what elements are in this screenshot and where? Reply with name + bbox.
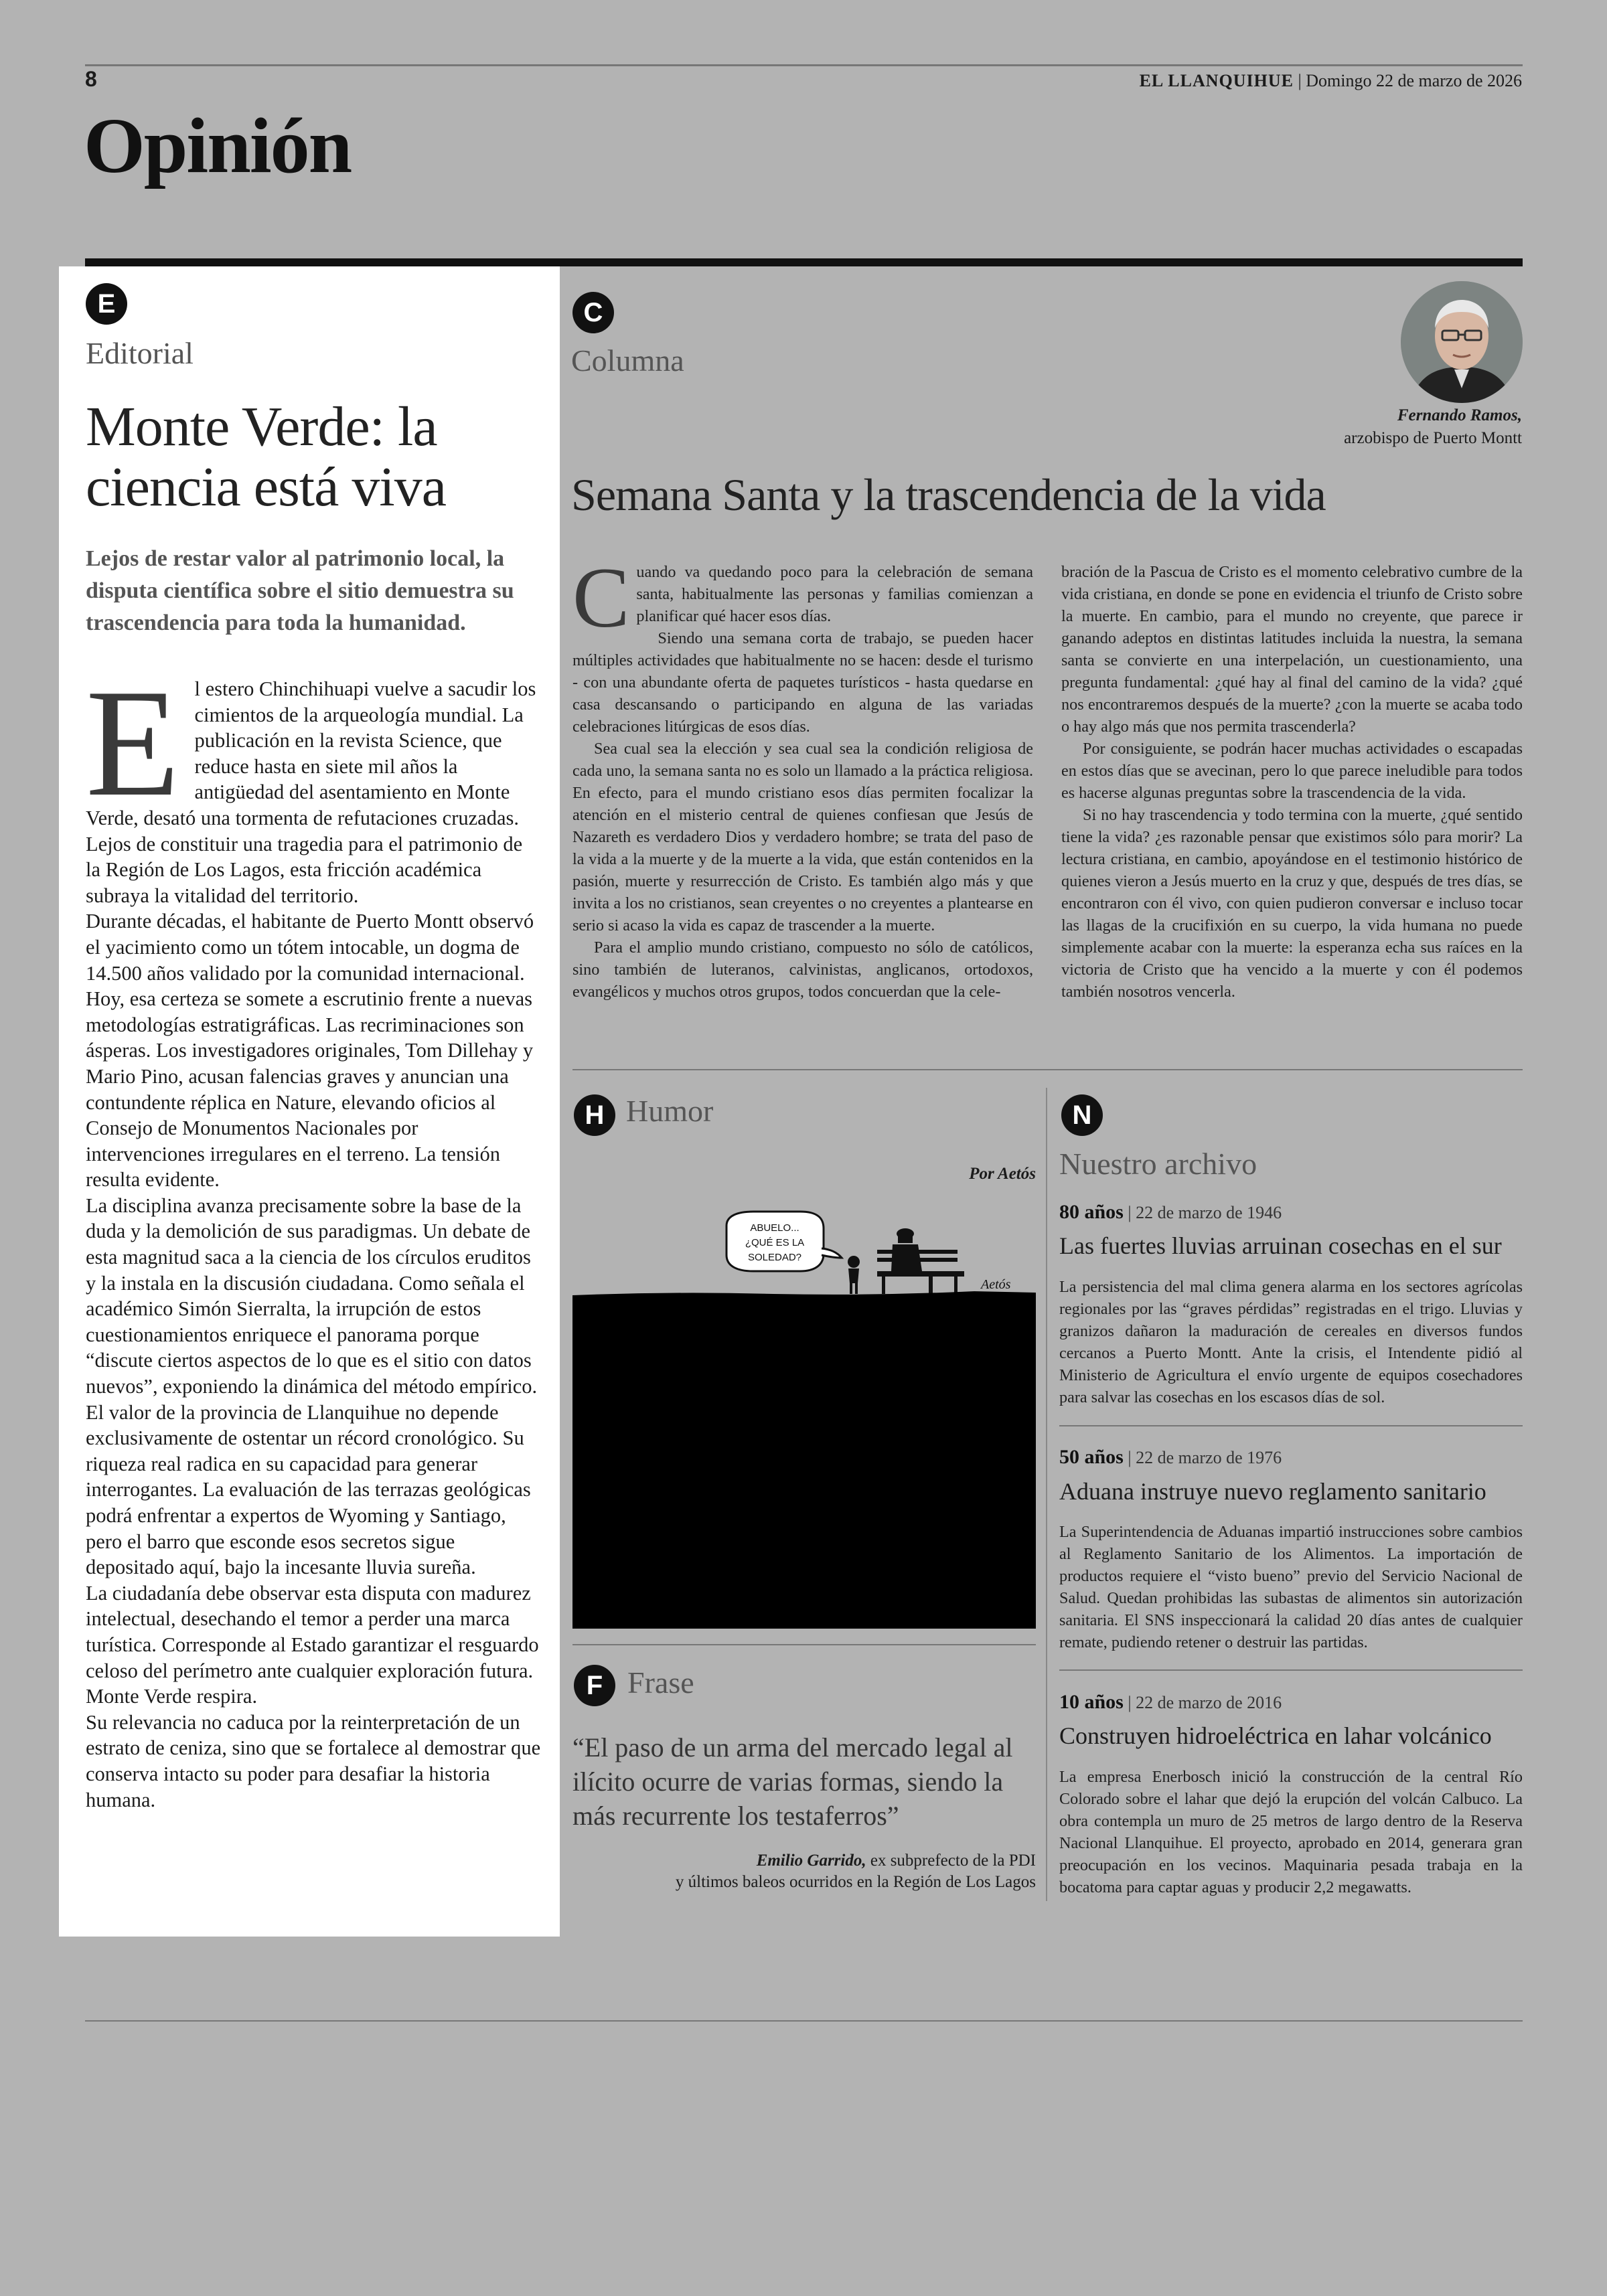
page-number: 8 xyxy=(85,67,97,91)
editorial-paragraph: Durante décadas, el habitante de Puerto Montt observó el yacimiento como un tótem intocable, un dogma de 14.500 años validado por la comunidad internacional. Hoy, esa certeza se somete a escrutinio frente a nuevas metodologías estratigráficas. Las recriminaciones son ásperas. Los investigadores originales, Tom Dillehay y Mario Pino, acusan falencias graves y anuncian una contundente réplica en Nature, elevando oficios al Consejo de Monumentos Nacionales por intervenciones irregulares en el terreno. La tensión resulta evidente. xyxy=(86,910,534,1192)
archivo-item-text: La persistencia del mal clima genera alarma en los sectores agrícolas regionales por las “graves pérdidas” registradas en el trigo. Lluvias y granizos dañaron la maduración de cereales en diversos fundos cercanos a Puerto Montt. Ante la crisis, el Intendente pidió al Ministerio de Agricultura el envío urgente de equipos cosechadores para salvar las cosechas en los escasos días de sol. xyxy=(1059,1278,1523,1406)
issue-date: Domingo 22 de marzo de 2026 xyxy=(1306,71,1522,90)
columna-author-role: arzobispo de Puerto Montt xyxy=(1344,429,1522,447)
section-title: Opinión xyxy=(84,102,352,189)
bottom-rule xyxy=(85,2020,1523,2022)
archivo-item-meta: 10 años | 22 de marzo de 2016 xyxy=(1059,1691,1282,1713)
header-info: EL LLANQUIHUE | Domingo 22 de marzo de 2026 xyxy=(1139,71,1522,90)
top-rule xyxy=(85,64,1523,66)
archivo-divider xyxy=(1059,1669,1523,1671)
columna-paragraph: bración de la Pascua de Cristo es el momento celebrativo cumbre de la vida cristiana, en donde se pone en evidencia el triunfo de Cristo sobre la muerte. En cambio, para el mundo no creyente, que parece ir ganando adeptos en distintas latitudes incluida la nuestra, la semana santa se convierte en una interpelación, un cuestionamiento, una pregunta fundamental: ¿qué hay al final del camino de la vida? ¿qué nos encontraremos después de la muerte? ¿con la muerte se acaba todo o hay algo más que nos permita trascenderla? xyxy=(1061,563,1523,736)
editorial-panel xyxy=(59,266,560,1937)
editorial-paragraph: La ciudadanía debe observar esta disputa con madurez intelectual, desechando el temor a perder una marca turística. Corresponde al Estado garantizar el resguardo celoso del perímetro ante cualquier exploración futura. Monte Verde respira. xyxy=(86,1581,539,1708)
columna-paragraph: Sea cual sea la elección y sea cual sea la condición religiosa de cada uno, la semana santa no es solo un llamado a la práctica religiosa. En efecto, para el mundo cristiano esos días permiten focalizar la atención en el misterio central de quienes confiesan que Jesús de Nazareth es verdadero Dios y verdadero hombre; se trata del paso de la vida a la muerte y de la muerte a la vida, que están contenidos en la pasión, muerte y resurrección de Cristo. Es también algo más y que invita a los no cristianos, sean creyentes o no creyentes a plantearse en serio si acaso la vida es capaz de trascender a la muerte. xyxy=(572,740,1033,934)
columna-bottom-rule xyxy=(572,1069,1523,1070)
author-photo xyxy=(1401,281,1523,403)
archivo-item-title: Construyen hidroeléctrica en lahar volcánico xyxy=(1059,1722,1492,1749)
humor-kicker: Humor xyxy=(626,1094,714,1128)
cartoon-drawing xyxy=(572,1202,1036,1629)
frase-kicker: Frase xyxy=(627,1665,694,1700)
editorial-kicker: Editorial xyxy=(86,336,194,370)
archivo-item-meta: 50 años | 22 de marzo de 1976 xyxy=(1059,1446,1282,1468)
columna-kicker: Columna xyxy=(571,343,684,378)
columna-paragraph: Siendo una semana corta de trabajo, se pueden hacer múltiples actividades que habitualmente no se hacen: desde el turismo - con una abundante oferta de paquetes turísticos - hasta quedarse en casa descansando o participando en alguna de las variadas celebraciones litúrgicas de esos días. xyxy=(572,629,1033,736)
columna-paragraph: Por consiguiente, se podrán hacer muchas actividades o escapadas en estos días que se avecinan, pero lo que parece ineludible para todos es hacerse algunas preguntas sobre la trascendencia de la vida. xyxy=(1061,740,1523,802)
editorial-lead: Lejos de restar valor al patrimonio local, la disputa científica sobre el sitio demuestra su trascendencia para toda la humanidad. xyxy=(86,546,514,635)
columna-text-column-1 xyxy=(572,550,1033,1003)
editorial-body xyxy=(86,657,541,1813)
editorial-headline: Monte Verde: la ciencia está viva xyxy=(86,396,447,518)
editorial-dropcap: E xyxy=(86,657,180,828)
humor-badge: H xyxy=(574,1094,615,1136)
frase-attribution: Emilio Garrido, ex subprefecto de la PDI xyxy=(756,1852,1036,1870)
editorial-paragraph: El valor de la provincia de Llanquihue no depende exclusivamente de ostentar un récord cronológico. Su riqueza real radica en su capacidad para generar interrogantes. La evaluación de las terrazas geológicas podrá enfrentar a expertos de Wyoming y Santiago, pero el barro que esconde esos secretos sigue depositado aquí, bajo la incesante lluvia sureña. xyxy=(86,1400,531,1579)
columna-badge: C xyxy=(572,292,614,333)
archivo-item-title: Las fuertes lluvias arruinan cosechas en el sur xyxy=(1059,1232,1502,1259)
author-portrait-icon xyxy=(1401,281,1523,403)
archivo-item-text: La Superintendencia de Aduanas impartió instrucciones sobre cambios al Reglamento Sanitario de los Alimentos. La importación de productos requiere el “visto bueno” previo del Servicio Nacional de Salud. Quedan prohibidas las subastas de alimentos sin autorización sanitaria. El SNS inspeccionará la calidad 20 días antes de cualquier remate, pudiendo retener o destruir las partidas. xyxy=(1059,1523,1523,1651)
columna-headline: Semana Santa y la trascendencia de la vida xyxy=(571,469,1326,520)
bubble-line-1: ABUELO... xyxy=(750,1222,799,1234)
archivo-item-title: Aduana instruye nuevo reglamento sanitario xyxy=(1059,1478,1486,1505)
editorial-badge: E xyxy=(86,283,127,325)
archivo-divider xyxy=(1059,1425,1523,1426)
editorial-paragraph: La disciplina avanza precisamente sobre la base de la duda y la demolición de sus paradigmas. Un debate de esta magnitud saca a la ciencia de los círculos eruditos y la instala en la discusión ciudadana. Como señala el académico Simón Sierralta, la irrupción de estos cuestionamientos enriquece el panorama porque “discute ciertos aspectos de lo que es el sitio con datos nuevos”, exponiendo la dinámica del método empírico. xyxy=(86,1194,538,1398)
editorial-paragraph: El estero Chinchihuapi vuelve a sacudir los cimientos de la arqueología mundial. La publicación en la revista Science, que reduce hasta en siete mil años la antigüedad del asentamiento en Monte Verde, desató una tormenta de refutaciones cruzadas. Lejos de constituir una tragedia para el patrimonio de la Región de Los Lagos, esta fricción académica subraya la vitalidad del territorio. xyxy=(86,657,536,907)
archivo-badge: N xyxy=(1061,1094,1103,1136)
child-icon xyxy=(848,1256,860,1268)
columna-author-name: Fernando Ramos, xyxy=(1397,406,1522,424)
editorial-paragraph: Su relevancia no caduca por la reinterpretación de un estrato de ceniza, sino que se fortalece al demostrar que conserva intacto su poder para desafiar la historia humana. xyxy=(86,1710,541,1811)
bubble-line-2: ¿QUÉ ES LA xyxy=(745,1237,805,1248)
humor-byline: Por Aetós xyxy=(969,1165,1036,1183)
section-rule xyxy=(85,258,1523,266)
vertical-divider xyxy=(1046,1088,1047,1901)
cartoon-signature: Aetós xyxy=(981,1277,1011,1292)
columna-text-column-2 xyxy=(1061,561,1523,1003)
columna-dropcap: C xyxy=(572,550,630,645)
frase-quote: “El paso de un arma del mercado legal al ilícito ocurre de varias formas, siendo la más recurrente los testaferros” xyxy=(572,1732,1013,1831)
columna-paragraph: Si no hay trascendencia y todo termina con la muerte, ¿qué sentido tiene la vida? ¿es razonable pensar que existimos sólo para morir? La lectura cristiana, en cambio, apoyándose en el testimonio histórico de quienes vieron a Jesús muerto en la cruz y que, después de tres días, se encontraron con él vivo, con quien pudieron conversar e incluso tocar las llagas de la crucifixión en su cuerpo, la vida humana no puede simplemente acabar con la muerte: la esperanza echa sus raíces en la victoria de Cristo que ha vencido a la muerte y con él podemos también nosotros vencerla. xyxy=(1061,806,1523,1001)
bubble-line-3: SOLEDAD? xyxy=(747,1252,802,1263)
publication-name: EL LLANQUIHUE xyxy=(1139,71,1294,90)
archivo-kicker: Nuestro archivo xyxy=(1059,1147,1257,1181)
columna-paragraph: Cuando va quedando poco para la celebración de semana santa, habitualmente las personas y familias comienzan a planificar qué hacer esos días. xyxy=(572,550,1033,645)
humor-cartoon xyxy=(572,1202,1036,1629)
columna-paragraph: Para el amplio mundo cristiano, compuesto no sólo de católicos, sino también de luteranos, calvinistas, anglicanos, ortodoxos, evangélicos y muchos otros grupos, todos concuerdan que la cele- xyxy=(572,938,1033,1001)
frase-context: y últimos baleos ocurridos en la Región de Los Lagos xyxy=(675,1873,1036,1891)
archivo-item-text: La empresa Enerbosch inició la construcción de la central Río Colorado sobre el lahar que dejó la erupción del volcán Calbuco. La obra contempla un muro de 25 metros de largo dentro de la Reserva Nacional Llanquihue. El proyecto, aprobado en 2014, generara gran preocupación en los vecinos. Maquinaria pesada trabaja en la bocatoma para captar aguas y producir 2,2 megawatts. xyxy=(1059,1768,1523,1896)
frase-rule xyxy=(572,1644,1036,1645)
frase-badge: F xyxy=(574,1665,615,1706)
archivo-item-meta: 80 años | 22 de marzo de 1946 xyxy=(1059,1201,1282,1223)
